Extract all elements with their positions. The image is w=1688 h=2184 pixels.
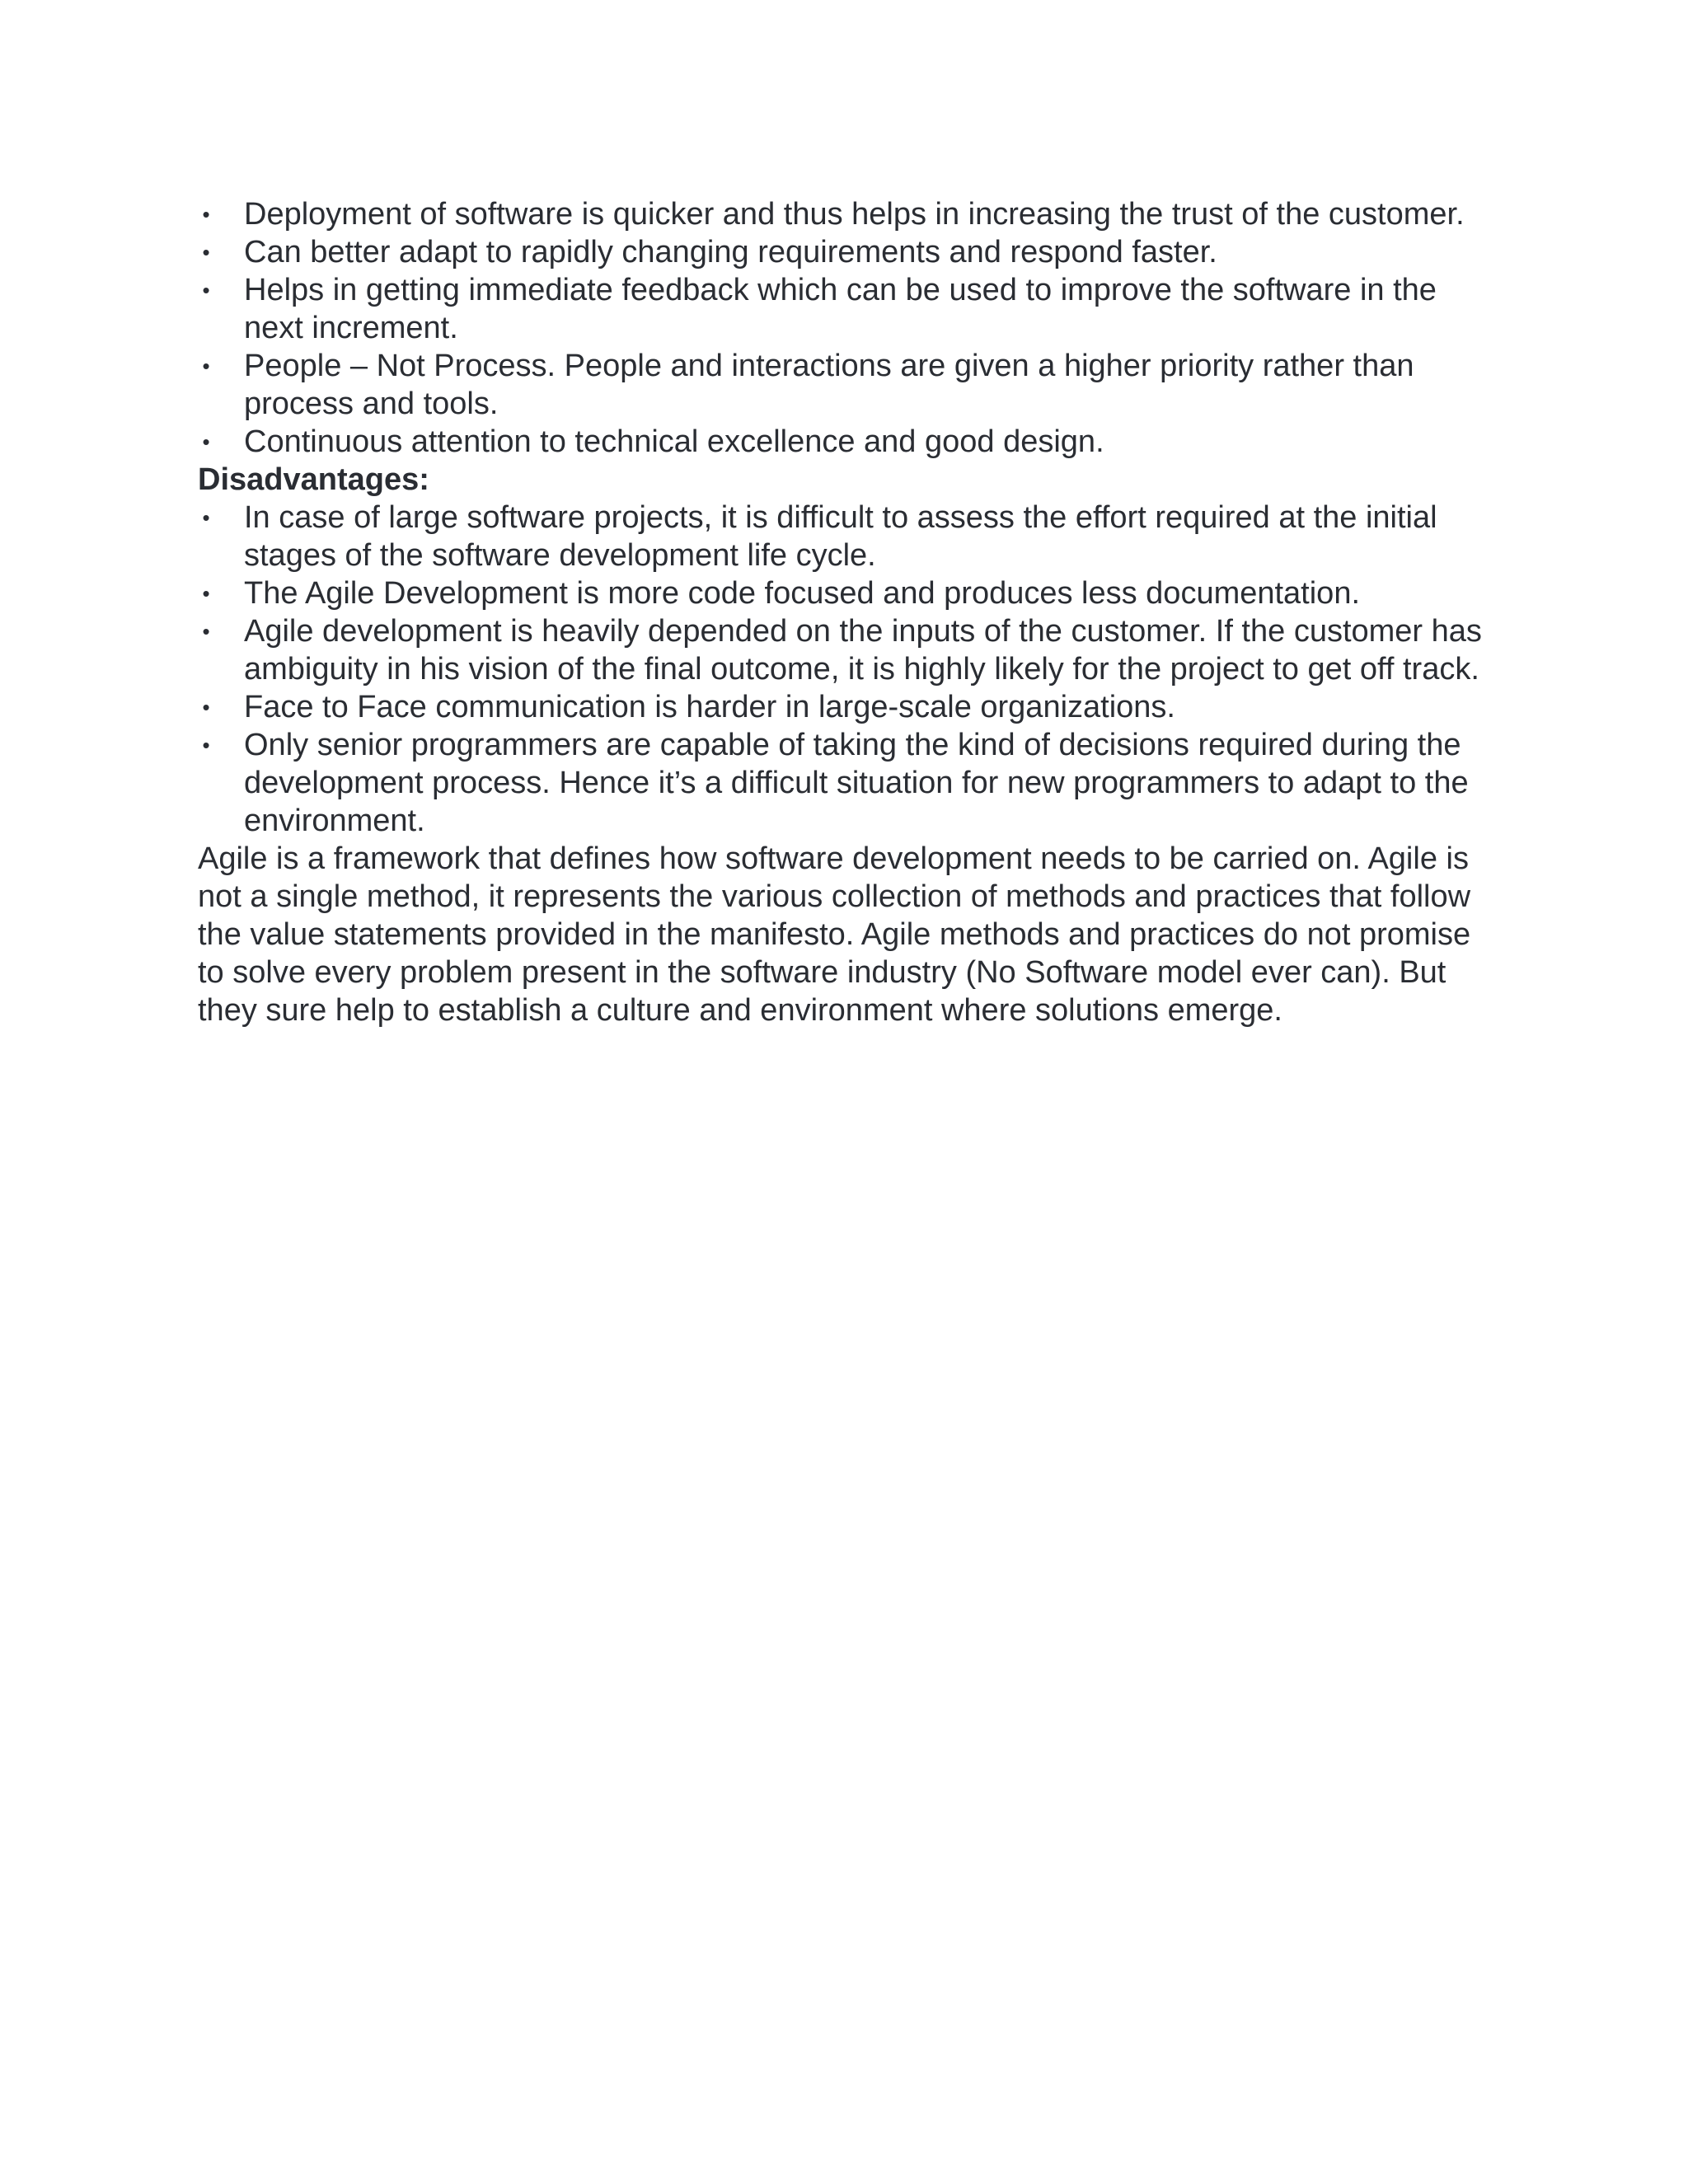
summary-paragraph: Agile is a framework that defines how software development needs to be carried on. Agile is not a single method, it represents the various collection of methods and practices that follow the value statements provided in the manifesto. Agile methods and practices do not promise to solve every problem present in the software industry (No Software model ever can). But they sure help to establish a culture and environment where solutions emerge. [198,841,1471,1028]
bullet-icon: • [202,619,210,644]
advantages-list [198,195,1484,461]
bullet-icon: • [202,695,210,719]
list-item [198,612,1484,688]
list-item-text: Helps in getting immediate feedback which can be used to improve the software in the next increment. [244,273,1437,345]
list-item-text: Deployment of software is quicker and thus helps in increasing the trust of the customer. [244,197,1465,232]
bullet-icon: • [202,278,210,302]
bullet-icon: • [202,581,210,606]
list-item-text: In case of large software projects, it is difficult to assess the effort required at the initial stages of the software development life cycle. [244,500,1437,573]
list-item [198,271,1484,347]
list-item-text: Only senior programmers are capable of taking the kind of decisions required during the development process. Hence it’s a difficult situation for new programmers to adapt to the environment. [244,728,1469,838]
list-item-text: Can better adapt to rapidly changing requirements and respond faster. [244,235,1217,269]
list-item-text: People – Not Process. People and interactions are given a higher priority rather than process and tools. [244,349,1414,421]
disadvantages-list [198,499,1484,840]
list-item [198,726,1484,840]
list-item-text: Agile development is heavily depended on the inputs of the customer. If the customer has ambiguity in his vision of the final outcome, it is highly likely for the project to get off track. [244,614,1482,687]
bullet-icon: • [202,354,210,378]
disadvantages-heading: Disadvantages: [198,462,429,497]
list-item-text: The Agile Development is more code focused and produces less documentation. [244,576,1361,611]
bullet-icon: • [202,240,210,265]
list-item-text: Continuous attention to technical excellence and good design. [244,424,1104,459]
bullet-icon: • [202,429,210,454]
document-page [198,195,1484,1029]
list-item-text: Face to Face communication is harder in large-scale organizations. [244,690,1175,724]
list-item [198,688,1484,726]
bullet-icon: • [202,505,210,530]
list-item [198,423,1484,461]
bullet-icon: • [202,733,210,757]
list-item [198,233,1484,271]
list-item [198,574,1484,612]
list-item [198,499,1484,574]
list-item [198,195,1484,233]
list-item [198,347,1484,423]
bullet-icon: • [202,202,210,227]
